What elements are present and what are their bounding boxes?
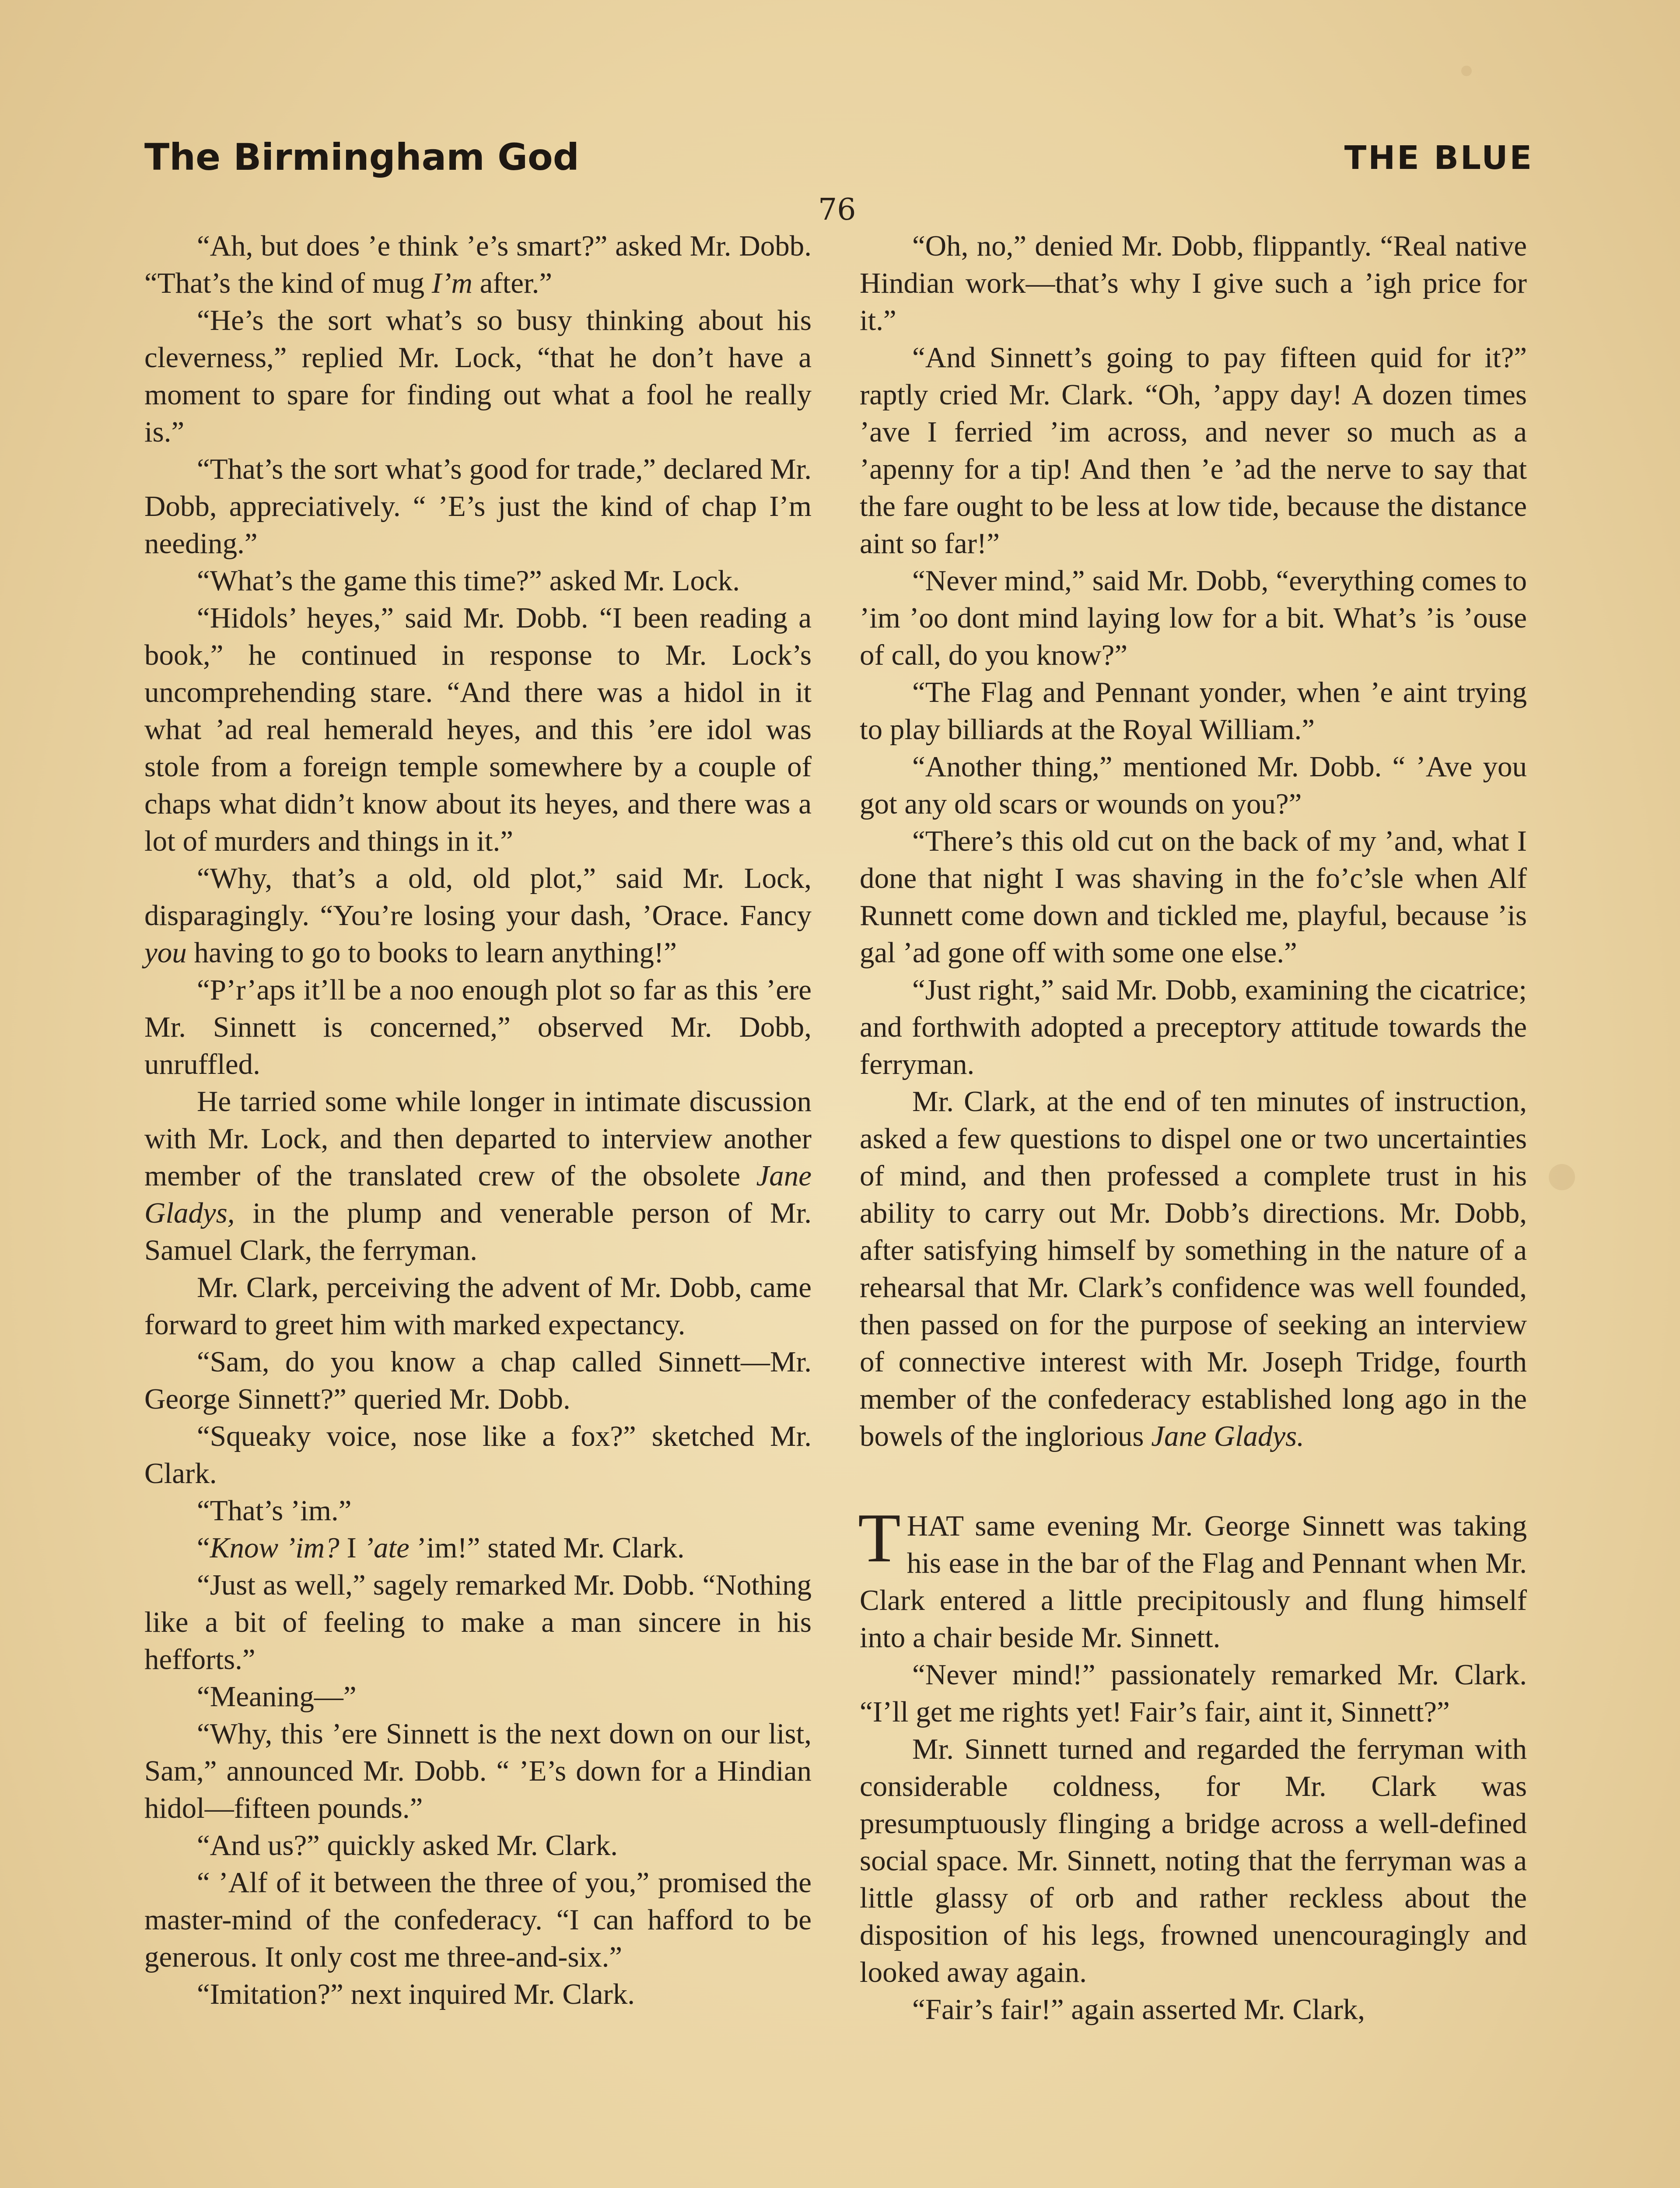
paragraph: “Know ’im? I ’ate ’im!” stated Mr. Clark. (197, 1532, 685, 1564)
paragraph: “Never mind,” said Mr. Dobb, “everything comes to ’im ’oo dont mind laying low for a bit. What’s ’is ’ouse of call, do you know?” (860, 565, 1527, 671)
paragraph: “Never mind!” passionately remarked Mr. Clark. “I’ll get me rights yet! Fair’s fair, aint it, Sinnett?” (860, 1659, 1527, 1728)
drop-cap: T (858, 1499, 901, 1577)
dropcap-paragraph-text: HAT same evening Mr. George Sinnett was taking his ease in the bar of the Flag and Pennant when Mr. Clark entered a little precipitously and flung himself into a chair beside Mr. Sinnett. (860, 1510, 1527, 1654)
paragraph: “Why, that’s a old, old plot,” said Mr. Lock, disparagingly. “You’re losing your dash, ’Orace. Fancy you having to go to books to learn anything!” (144, 862, 812, 969)
paragraph: “Meaning—” (197, 1680, 357, 1713)
paragraph: “Just right,” said Mr. Dobb, examining the cicatrice; and forthwith adopted a preceptory attitude towards the ferryman. (860, 974, 1527, 1080)
paragraph: “There’s this old cut on the back of my ’and, what I done that night I was shaving in the fo’c’sle when Alf Runnett come down and tickled me, playful, because ’is gal ’ad gone off with some one else.” (860, 825, 1527, 969)
paragraph: “Why, this ’ere Sinnett is the next down on our list, Sam,” announced Mr. Dobb. “ ’E’s down for a Hindian hidol—fifteen pounds.” (144, 1718, 812, 1824)
paragraph: “Imitation?” next inquired Mr. Clark. (197, 1978, 635, 2010)
paragraph: “And Sinnett’s going to pay fifteen quid for it?” raptly cried Mr. Clark. “Oh, ’appy day! A dozen times ’ave I ferried ’im across, and never so much as a ’apenny for a tip! And then ’e ’ad the nerve to say that the fare ought to be less at low tide, because the distance aint so far!” (860, 341, 1527, 560)
paper-stain (1549, 1164, 1575, 1190)
section-break (860, 1455, 1527, 1508)
paragraph: “P’r’aps it’ll be a noo enough plot so far as this ’ere Mr. Sinnett is concerned,” observed Mr. Dobb, unruffled. (144, 974, 812, 1080)
paragraph: “Another thing,” mentioned Mr. Dobb. “ ’Ave you got any old scars or wounds on you?” (860, 750, 1527, 820)
paragraph: “Sam, do you know a chap called Sinnett—Mr. George Sinnett?” queried Mr. Dobb. (144, 1346, 812, 1415)
paragraph: Mr. Sinnett turned and regarded the ferryman with considerable coldness, for Mr. Clark was presumptuously flinging a bridge across a well-defined social space. Mr. Sinnett, noting that the ferryman was a little glassy of orb and rather reckless about the disposition of his legs, frowned unencouragingly and looked away again. (860, 1733, 1527, 1988)
magazine-title: THE BLUE (1344, 139, 1533, 177)
page-number: 76 (818, 193, 856, 227)
paragraph: “Fair’s fair!” again asserted Mr. Clark, (912, 1993, 1365, 2026)
text-column-right (860, 228, 1527, 2028)
paragraph: “Oh, no,” denied Mr. Dobb, flippantly. “Real native Hindian work—that’s why I give such a ’igh price for it.” (860, 230, 1527, 337)
paragraph: Mr. Clark, perceiving the advent of Mr. Dobb, came forward to greet him with marked expectancy. (144, 1271, 812, 1341)
paragraph: He tarried some while longer in intimate discussion with Mr. Lock, and then departed to interview another member of the translated crew of the obsolete Jane Gladys, in the plump and venerable person of Mr. Samuel Clark, the ferryman. (144, 1085, 812, 1266)
paragraph: “What’s the game this time?” asked Mr. Lock. (197, 565, 740, 597)
text-column-left (144, 228, 812, 2013)
paragraph: “The Flag and Pennant yonder, when ’e aint trying to play billiards at the Royal William.” (860, 676, 1527, 746)
paragraph: “Just as well,” sagely remarked Mr. Dobb. “Nothing like a bit of feeling to make a man sincere in his hefforts.” (144, 1569, 812, 1676)
paragraph: “He’s the sort what’s so busy thinking about his cleverness,” replied Mr. Lock, “that he don’t have a moment to spare for finding out what a fool he really is.” (144, 304, 812, 448)
paragraph-dropcap (858, 1499, 1527, 1656)
paper-stain (1461, 66, 1472, 76)
paragraph: “That’s the sort what’s good for trade,” declared Mr. Dobb, appreciatively. “ ’E’s just the kind of chap I’m needing.” (144, 453, 812, 560)
running-title: The Birmingham God (144, 136, 579, 179)
paragraph: “Squeaky voice, nose like a fox?” sketched Mr. Clark. (144, 1420, 812, 1490)
paragraph: “ ’Alf of it between the three of you,” promised the master-mind of the confederacy. “I can hafford to be generous. It only cost me three-and-six.” (144, 1866, 812, 1973)
paragraph: Mr. Clark, at the end of ten minutes of instruction, asked a few questions to dispel one or two uncertainties of mind, and then professed a complete trust in his ability to carry out Mr. Dobb’s directions. Mr. Dobb, after satisfying himself by something in the nature of a rehearsal that Mr. Clark’s confidence was well founded, then passed on for the purpose of seeking an interview of connective interest with Mr. Joseph Tridge, fourth member of the confederacy established long ago in the bowels of the inglorious Jane Gladys. (860, 1085, 1527, 1452)
paragraph: “Hidols’ heyes,” said Mr. Dobb. “I been reading a book,” he continued in response to Mr. Lock’s uncomprehending stare. “And there was a hidol in it what ’ad real hemerald heyes, and this ’ere idol was stole from a foreign temple somewhere by a couple of chaps what didn’t know about its heyes, and there was a lot of murders and things in it.” (144, 602, 812, 857)
paragraph: “That’s ’im.” (197, 1494, 352, 1527)
paragraph: “Ah, but does ’e think ’e’s smart?” asked Mr. Dobb. “That’s the kind of mug I’m after.” (144, 230, 812, 299)
paragraph: “And us?” quickly asked Mr. Clark. (197, 1829, 618, 1862)
